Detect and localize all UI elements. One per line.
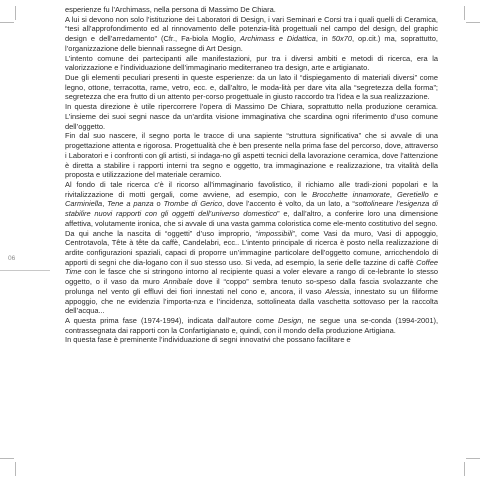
- crop-mark-top-right: [464, 6, 465, 20]
- text-run: Da qui anche la nascita di “oggetti” d’uso improprio, “: [65, 228, 259, 238]
- italic-run: Trombe di Gerico: [163, 199, 223, 209]
- text-run: , in: [315, 34, 332, 44]
- margin-rule: [0, 270, 50, 271]
- text-run: A questa prima fase (1974-1994), indicata dall’autore come: [65, 316, 279, 325]
- paragraph: [65, 316, 438, 335]
- italic-run: Alessia: [325, 286, 350, 296]
- italic-run: sottolineare l’esigenza di stabilire nuovi rapporti con gli oggetti dell’universo domestico: [65, 199, 438, 219]
- italic-run: Annibale: [163, 277, 193, 287]
- text-run: ,: [389, 189, 397, 199]
- crop-mark-top-right-h: [466, 22, 480, 23]
- crop-mark-bottom-left-h: [0, 458, 14, 459]
- text-run: Due gli elementi peculiari presenti in queste esperienze: da un lato il “dispiegamento di materiali diversi” come legno, ottone, terracotta, rame, vetro, ecc. e, dall’altro, le moda-lità per dare vita alla “segretezza della forma”; segretezza che era frutto di un attento per-corso progettuale in giusto raccordo tra l’idea e la sua realizzazione.: [65, 73, 438, 102]
- italic-run: Brocchette innamorate: [312, 189, 390, 199]
- text-run: dove il “coppo” sembra tenuto so-speso dalla fascia svolazzante che prolunga nel vento gli effluvi dei fiori innestati nel cono e, ancora, il vaso: [65, 277, 438, 296]
- text-run: esperienze fu l’Archimass, nella persona di Massimo De Chiara.: [65, 5, 276, 14]
- text-run: , innestato su un filiforme appoggio, che ne evidenzia l’importa-nza e l’incidenza, sottolineata dalla vaschetta sottovaso per la raccolta dell’acqua...: [65, 286, 439, 316]
- text-run: o: [153, 199, 164, 209]
- text-run: , op.cit.) ma, soprattutto, l’organizzazione delle biennali rassegne di Art Design.: [65, 34, 439, 53]
- body-text: [65, 5, 438, 345]
- paragraph: [65, 335, 438, 345]
- page-number: 06: [8, 255, 16, 262]
- paragraph: [65, 15, 438, 54]
- italic-run: Coffee Time: [65, 257, 438, 277]
- crop-mark-top-left: [15, 6, 16, 20]
- text-run: Al fondo di tale ricerca c’è il ricorso all’immaginario favolistico, il richiamo alle tradi-zioni popolari e la rivitalizzazione di motti gergali, come avviene, ad esempio, con le: [65, 179, 438, 199]
- italic-run: Geretiello e Carminiella: [65, 189, 438, 209]
- italic-run: impossibili: [258, 228, 293, 238]
- paragraph: [65, 102, 438, 131]
- paragraph: [65, 5, 438, 15]
- italic-run: Archimass e Didattica: [239, 34, 316, 44]
- text-run: ” e, dall’altro, a conferire loro una dimensione affettiva, volutamente ironica, che si avvale di una vasta gamma coloristica come ele-mento costitutivo del segno.: [65, 209, 438, 228]
- text-run: ,: [102, 199, 108, 209]
- crop-mark-top-left-h: [0, 22, 14, 23]
- text-run: A lui si devono non solo l’istituzione dei Laboratori di Design, i vari Seminari e Corsi tra i quali quelli di Ceramica, “tesi all’approfondimento ed al rinnovamento delle potenzia-lità progettuali nel campo del design, del graphic design e dell’arredamento” (Cfr., Fa-biola Moglio,: [65, 14, 438, 44]
- paragraph: [65, 229, 438, 316]
- paragraph: [65, 54, 438, 73]
- text-run: In questa fase è preminente l’individuazione di segni innovativi che possano facilitare e: [65, 335, 351, 345]
- text-run: Fin dal suo nascere, il segno porta le tracce di una sapiente “struttura significativa” che si avvale di una progettazione attenta e rigorosa. Progettualità che è ben presente nella prima fase del percorso, dove, attraverso i Laboratori e i confronti con gli artisti, si indaga-no gli aspetti tecnici della lavorazione ceramica, dove l’attenzione è diretta a stabilire i rapporti interni tra segno e oggetto, tra immaginazione e realizzazione, tra vitalità della proposta e utilizzazione del materiale ceramico.: [65, 131, 438, 180]
- text-run: ”, come Vasi da muro, Vasi di appoggio, Centrotavola, Tête à tête da caffè, Candelabri, ecc.. L’intento principale di ricerca è posto nella realizzazione di ardite configurazioni spaziali, capaci di proporre un’immagine particolare dell’oggetto comune, arricchendolo di apporti di segni che dia-logano con il suo stesso uso. Si veda, ad esempio, la serie delle tazzine di caffè: [65, 228, 438, 267]
- italic-run: Tene a panza: [107, 199, 154, 209]
- crop-mark-bottom-right-h: [466, 458, 480, 459]
- crop-mark-bottom-left: [15, 462, 16, 476]
- paragraph: [65, 180, 438, 229]
- text-run: con le fasce che si stringono intorno al recipiente quasi a voler elevare a rango di ce-lebrante lo stesso oggetto, o il vaso da muro: [65, 267, 438, 287]
- italic-run: Design: [278, 316, 302, 325]
- italic-run: 50x70: [331, 34, 352, 44]
- text-run: In questa direzione è utile ripercorrere l’opera di Massimo De Chiara, soprattutto nella produzione ceramica. L’insieme dei suoi segni nasce da un’ardita visione immaginativa che scardina ogni riferimento d’uso comune dell’oggetto.: [65, 102, 438, 131]
- paragraph: [65, 131, 438, 180]
- paragraph: [65, 73, 438, 102]
- text-run: L’intento comune dei partecipanti alle manifestazioni, pur tra i diversi ambiti e metodi di ricerca, era la valorizzazione e l’individuazione dell’immaginario mediterraneo tra design, arte e artigianato.: [65, 53, 438, 73]
- text-run: , dove l’accento è volto, da un lato, a “: [222, 199, 355, 209]
- text-run: , ne segue una se-conda (1994-2001), contrassegnata dai rapporti con la Confartigianato e, quindi, con il mondo della produzione Artigiana.: [65, 316, 439, 335]
- crop-mark-bottom-right: [464, 462, 465, 476]
